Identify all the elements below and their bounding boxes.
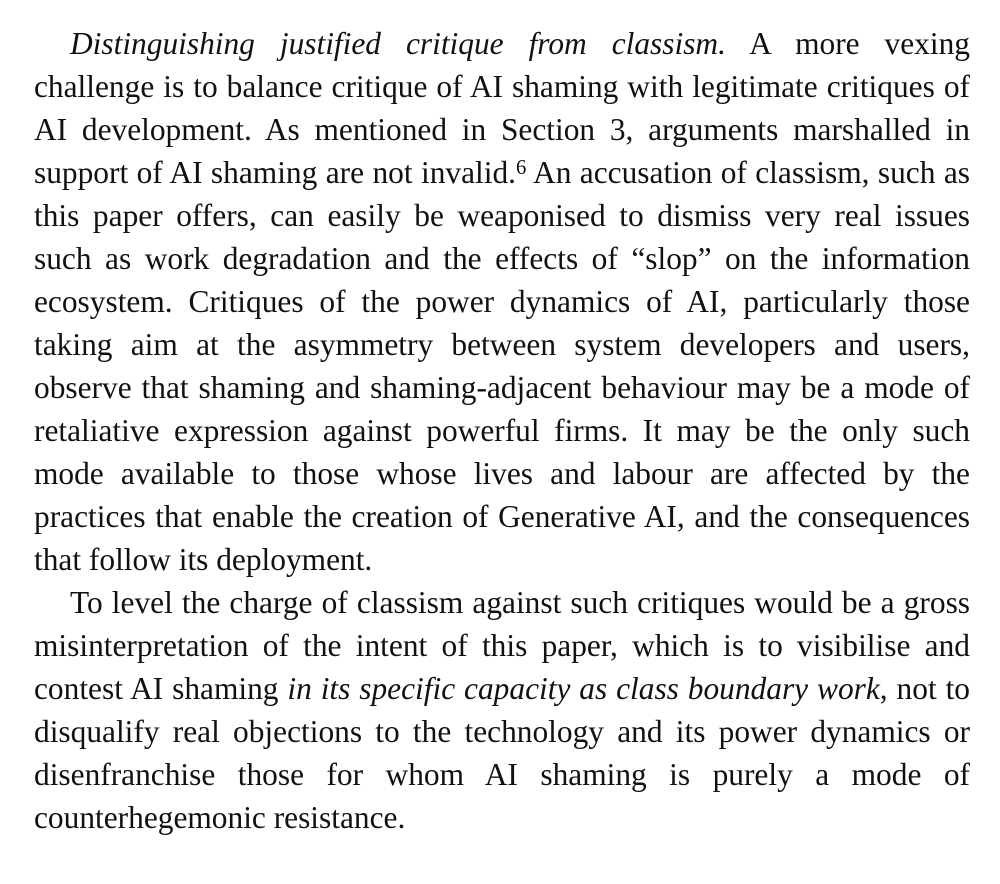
footnote-marker[interactable]: 6 (516, 157, 527, 180)
paragraph-intent (34, 581, 970, 839)
paragraph-text: A more vexing challenge is to balance critique of AI shaming with legitimate critiques of AI development. As mentioned in Section 3, arguments marshalled in support of AI shaming are not invalid. (34, 26, 970, 190)
paragraph-text-continued: An accusation of classism, such as this paper offers, can easily be weaponised to dismiss very real issues such as work degradation and the effects of “slop” on the information ecosystem. Critiques of the power dynamics of AI, particularly those taking aim at the asymmetry between system developers and users, observe that shaming and shaming-adjacent behaviour may be a mode of retaliative expression against powerful firms. It may be the only such mode available to those whose lives and labour are affected by the practices that enable the creation of Generative AI, and the consequences that follow its deployment. (34, 155, 970, 577)
paragraph-text-continued: , not to disqualify real objections to the technology and its power dynamics or disenfranchise those for whom AI shaming is purely a mode of counterhegemonic resistance. (34, 671, 970, 835)
run-in-heading: Distinguishing justified critique from classism. (70, 26, 726, 61)
paragraph-text: To level the charge of classism against such critiques would be a gross misinterpretation of the intent of this paper, which is to visibilise and contest AI shaming (34, 585, 970, 706)
emphasized-phrase: in its specific capacity as class boundary work (287, 671, 880, 706)
paper-text-block (34, 22, 970, 839)
paragraph-classism-critique (34, 22, 970, 581)
